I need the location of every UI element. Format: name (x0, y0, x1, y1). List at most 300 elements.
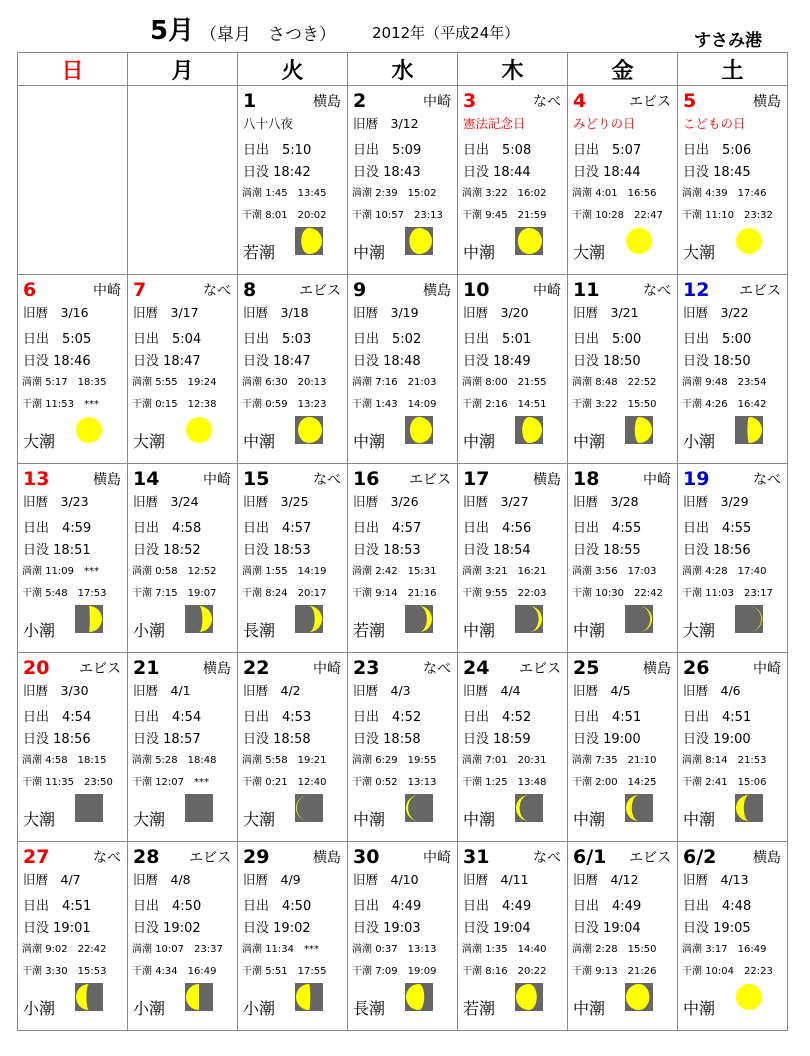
day-cell (458, 464, 568, 653)
sunset-time: 19:01 (53, 921, 91, 936)
low-tide-row (242, 206, 326, 221)
sunset-label: 日没 (573, 354, 600, 369)
day-number: 16 (353, 468, 380, 490)
day-number: 10 (463, 279, 490, 301)
low-tide-times: 5:48 17:53 (45, 588, 107, 599)
sunset-time: 19:02 (273, 921, 311, 936)
moon-phase-icon (624, 415, 654, 445)
sunrise-row (463, 706, 531, 725)
low-tide-label: 干潮 (352, 399, 372, 410)
day-cell (348, 842, 458, 1031)
sunset-row (573, 917, 641, 936)
moon-phase-icon (624, 982, 654, 1012)
low-tide-times: 7:15 19:07 (155, 588, 217, 599)
day-number: 5 (683, 90, 697, 112)
day-port: 中崎 (313, 661, 341, 677)
month-title: 5月 (150, 16, 195, 46)
sunset-label: 日没 (243, 165, 270, 180)
low-tide-times: 0:15 12:38 (155, 399, 217, 410)
sunrise-time: 4:49 (612, 899, 642, 914)
sunrise-time: 4:49 (392, 899, 422, 914)
low-tide-times: 7:09 19:09 (375, 966, 437, 977)
sunrise-time: 4:52 (392, 710, 422, 725)
day-cell (128, 842, 238, 1031)
empty-day-cell (128, 86, 238, 275)
low-tide-times: 8:24 20:17 (265, 588, 327, 599)
high-tide-times: 2:42 15:31 (375, 566, 437, 577)
day-port: なべ (533, 850, 561, 866)
day-port: 横島 (203, 661, 231, 677)
sunrise-time: 4:50 (172, 899, 202, 914)
sunset-row (463, 350, 531, 369)
sunrise-label: 日出 (683, 521, 710, 536)
high-tide-row (22, 562, 99, 577)
low-tide-row (682, 584, 773, 599)
low-tide-row (572, 773, 656, 788)
high-tide-times: 4:01 16:56 (595, 188, 657, 199)
low-tide-label: 干潮 (22, 777, 42, 788)
sunrise-time: 5:01 (502, 332, 532, 347)
sunrise-label: 日出 (353, 143, 380, 158)
sunset-row (463, 161, 531, 180)
sunrise-time: 5:09 (392, 143, 422, 158)
sunrise-label: 日出 (23, 332, 50, 347)
day-number: 24 (463, 657, 490, 679)
day-cell (238, 464, 348, 653)
high-tide-label: 満潮 (132, 377, 152, 388)
day-port: 中崎 (533, 283, 561, 299)
day-number: 3 (463, 90, 477, 112)
low-tide-times: 10:30 22:42 (595, 588, 663, 599)
day-port: なべ (93, 850, 121, 866)
day-port: エビス (79, 661, 121, 677)
low-tide-label: 干潮 (22, 399, 42, 410)
day-port: なべ (313, 472, 341, 488)
sunset-time: 19:03 (383, 921, 421, 936)
high-tide-times: 5:17 18:35 (45, 377, 107, 388)
low-tide-row (22, 584, 106, 599)
low-tide-label: 干潮 (352, 210, 372, 221)
sunset-row (23, 350, 91, 369)
sunset-row (573, 161, 641, 180)
low-tide-times: 9:55 22:03 (485, 588, 547, 599)
day-info: 旧暦 3/21 (573, 305, 639, 320)
high-tide-row (22, 373, 106, 388)
day-number: 31 (463, 846, 490, 868)
low-tide-row (132, 773, 209, 788)
day-number: 17 (463, 468, 490, 490)
high-tide-label: 満潮 (242, 944, 262, 955)
low-tide-label: 干潮 (682, 777, 702, 788)
sunset-time: 18:51 (53, 543, 91, 558)
sunset-time: 19:00 (603, 732, 641, 747)
moon-phase-icon (184, 415, 214, 445)
high-tide-label: 満潮 (242, 755, 262, 766)
tide-type: 長潮 (353, 999, 386, 1018)
sunrise-label: 日出 (133, 521, 160, 536)
sunset-row (683, 161, 751, 180)
sunset-row (133, 350, 201, 369)
high-tide-times: 7:01 20:31 (485, 755, 547, 766)
sunrise-row (243, 517, 311, 536)
high-tide-times: 0:58 12:52 (155, 566, 217, 577)
high-tide-label: 満潮 (682, 188, 702, 199)
sunrise-label: 日出 (243, 521, 270, 536)
moon-phase-icon (404, 226, 434, 256)
high-tide-row (352, 751, 436, 766)
low-tide-row (352, 206, 443, 221)
high-tide-times: 2:28 15:50 (595, 944, 657, 955)
tide-type: 大潮 (683, 621, 716, 640)
high-tide-row (242, 940, 319, 955)
day-port: 横島 (753, 94, 781, 110)
low-tide-times: 1:25 13:48 (485, 777, 547, 788)
high-tide-row (572, 373, 656, 388)
high-tide-label: 満潮 (242, 566, 262, 577)
tide-type: 大潮 (23, 432, 56, 451)
sunrise-time: 4:48 (722, 899, 752, 914)
moon-phase-icon (734, 226, 764, 256)
day-cell (348, 275, 458, 464)
day-number: 29 (243, 846, 270, 868)
tide-type: 中潮 (463, 810, 496, 829)
sunrise-label: 日出 (353, 332, 380, 347)
weekday-sun: 日 (18, 53, 128, 86)
high-tide-times: 7:35 21:10 (595, 755, 657, 766)
day-info: みどりの日 (573, 116, 636, 131)
sunrise-row (573, 139, 641, 158)
sunrise-label: 日出 (573, 710, 600, 725)
day-cell (238, 86, 348, 275)
day-number: 1 (243, 90, 257, 112)
high-tide-times: 4:39 17:46 (705, 188, 767, 199)
sunset-label: 日没 (243, 732, 270, 747)
low-tide-label: 干潮 (132, 588, 152, 599)
sunrise-time: 4:50 (282, 899, 312, 914)
tide-type: 大潮 (683, 243, 716, 262)
sunrise-time: 4:51 (62, 899, 92, 914)
sunrise-label: 日出 (573, 899, 600, 914)
sunrise-row (23, 517, 91, 536)
moon-phase-icon (404, 982, 434, 1012)
sunset-row (573, 728, 641, 747)
sunset-time: 18:47 (273, 354, 311, 369)
tide-type: 若潮 (353, 621, 386, 640)
sunrise-time: 5:10 (282, 143, 312, 158)
sunrise-label: 日出 (353, 710, 380, 725)
day-cell (678, 842, 788, 1031)
low-tide-label: 干潮 (242, 399, 262, 410)
high-tide-label: 満潮 (242, 188, 262, 199)
day-info: 旧暦 3/20 (463, 305, 529, 320)
day-info: 旧暦 4/2 (243, 683, 301, 698)
sunrise-row (133, 895, 201, 914)
low-tide-label: 干潮 (22, 966, 42, 977)
day-info: 旧暦 3/24 (133, 494, 199, 509)
sunset-time: 18:54 (493, 543, 531, 558)
low-tide-label: 干潮 (462, 966, 482, 977)
sunrise-time: 4:49 (502, 899, 532, 914)
high-tide-label: 満潮 (682, 755, 702, 766)
day-number: 13 (23, 468, 50, 490)
low-tide-label: 干潮 (242, 588, 262, 599)
tide-type: 小潮 (243, 999, 276, 1018)
day-port: エビス (189, 850, 231, 866)
sunset-label: 日没 (23, 732, 50, 747)
low-tide-row (242, 584, 326, 599)
day-port: 中崎 (93, 283, 121, 299)
sunrise-row (683, 706, 751, 725)
high-tide-row (572, 751, 656, 766)
sunset-label: 日没 (23, 921, 50, 936)
day-info: 旧暦 4/3 (353, 683, 411, 698)
high-tide-times: 11:09 *** (45, 566, 100, 577)
moon-phase-icon (514, 226, 544, 256)
day-port: 横島 (313, 850, 341, 866)
sunset-label: 日没 (573, 165, 600, 180)
day-number: 21 (133, 657, 160, 679)
day-info: 旧暦 3/28 (573, 494, 639, 509)
sunrise-label: 日出 (573, 332, 600, 347)
high-tide-label: 満潮 (462, 944, 482, 955)
high-tide-row (242, 562, 326, 577)
day-cell (348, 653, 458, 842)
day-cell (128, 464, 238, 653)
day-port: 横島 (423, 283, 451, 299)
tide-type: 小潮 (23, 621, 56, 640)
sunset-time: 18:50 (603, 354, 641, 369)
low-tide-label: 干潮 (682, 966, 702, 977)
sunrise-row (243, 328, 311, 347)
sunset-time: 18:59 (493, 732, 531, 747)
day-info: 旧暦 4/13 (683, 872, 749, 887)
day-info: 旧暦 3/25 (243, 494, 309, 509)
high-tide-times: 3:17 16:49 (705, 944, 767, 955)
day-cell (18, 464, 128, 653)
day-number: 6 (23, 279, 37, 301)
high-tide-times: 7:16 21:03 (375, 377, 437, 388)
sunset-row (133, 728, 201, 747)
low-tide-row (572, 395, 656, 410)
low-tide-times: 5:51 17:55 (265, 966, 327, 977)
low-tide-row (572, 206, 663, 221)
high-tide-row (462, 184, 546, 199)
high-tide-label: 満潮 (462, 566, 482, 577)
high-tide-row (462, 562, 546, 577)
low-tide-row (242, 395, 326, 410)
high-tide-label: 満潮 (462, 377, 482, 388)
day-info: 旧暦 4/12 (573, 872, 639, 887)
day-info: 旧暦 3/17 (133, 305, 199, 320)
week-row (18, 275, 788, 464)
day-cell (458, 86, 568, 275)
low-tide-row (572, 584, 663, 599)
sunrise-time: 4:52 (502, 710, 532, 725)
sunset-time: 18:53 (273, 543, 311, 558)
day-info: 旧暦 4/9 (243, 872, 301, 887)
sunset-label: 日没 (683, 543, 710, 558)
high-tide-row (682, 373, 766, 388)
sunset-row (683, 350, 751, 369)
high-tide-times: 0:37 13:13 (375, 944, 437, 955)
day-cell (568, 86, 678, 275)
low-tide-times: 8:01 20:02 (265, 210, 327, 221)
low-tide-row (682, 206, 773, 221)
day-number: 18 (573, 468, 600, 490)
moon-phase-icon (74, 982, 104, 1012)
tide-type: 中潮 (463, 243, 496, 262)
tide-type: 大潮 (243, 810, 276, 829)
sunset-time: 19:02 (163, 921, 201, 936)
day-info: 旧暦 3/23 (23, 494, 89, 509)
day-port: 横島 (643, 661, 671, 677)
low-tide-label: 干潮 (352, 588, 372, 599)
sunset-row (243, 161, 311, 180)
high-tide-row (572, 184, 656, 199)
high-tide-row (682, 751, 766, 766)
day-port: エビス (629, 94, 671, 110)
high-tide-label: 満潮 (462, 755, 482, 766)
low-tide-label: 干潮 (572, 588, 592, 599)
high-tide-times: 5:55 19:24 (155, 377, 217, 388)
tide-type: 中潮 (573, 621, 606, 640)
day-port: エビス (519, 661, 561, 677)
sunset-time: 18:50 (713, 354, 751, 369)
day-number: 14 (133, 468, 160, 490)
sunrise-time: 4:58 (172, 521, 202, 536)
high-tide-label: 満潮 (682, 377, 702, 388)
tide-type: 中潮 (353, 243, 386, 262)
sunset-label: 日没 (133, 732, 160, 747)
tide-type: 中潮 (573, 810, 606, 829)
sunset-label: 日没 (133, 921, 160, 936)
moon-phase-icon (734, 604, 764, 634)
high-tide-label: 満潮 (682, 566, 702, 577)
sunrise-label: 日出 (353, 899, 380, 914)
sunset-label: 日没 (573, 732, 600, 747)
low-tide-row (462, 962, 546, 977)
day-number: 22 (243, 657, 270, 679)
sunrise-time: 5:00 (612, 332, 642, 347)
sunset-label: 日没 (463, 921, 490, 936)
day-info: 旧暦 3/27 (463, 494, 529, 509)
low-tide-row (462, 206, 546, 221)
tide-type: 長潮 (243, 621, 276, 640)
sunset-row (243, 917, 311, 936)
day-port: なべ (753, 472, 781, 488)
week-row (18, 653, 788, 842)
week-row (18, 842, 788, 1031)
low-tide-label: 干潮 (242, 777, 262, 788)
tide-type: 中潮 (683, 810, 716, 829)
month-kana: （皐月 さつき） (200, 25, 336, 45)
sunrise-row (463, 139, 531, 158)
high-tide-label: 満潮 (572, 377, 592, 388)
moon-phase-icon (74, 793, 104, 823)
day-number: 26 (683, 657, 710, 679)
moon-phase-icon (184, 793, 214, 823)
low-tide-label: 干潮 (572, 399, 592, 410)
low-tide-times: 9:14 21:16 (375, 588, 437, 599)
low-tide-row (682, 395, 766, 410)
moon-phase-icon (514, 415, 544, 445)
high-tide-row (352, 940, 436, 955)
sunrise-time: 4:53 (282, 710, 312, 725)
low-tide-label: 干潮 (462, 210, 482, 221)
low-tide-times: 4:34 16:49 (155, 966, 217, 977)
sunset-row (353, 161, 421, 180)
day-number: 20 (23, 657, 50, 679)
sunrise-row (23, 706, 91, 725)
high-tide-times: 3:21 16:21 (485, 566, 547, 577)
day-cell (238, 275, 348, 464)
day-cell (678, 86, 788, 275)
sunset-time: 18:53 (383, 543, 421, 558)
day-number: 2 (353, 90, 367, 112)
sunrise-time: 5:04 (172, 332, 202, 347)
day-number: 12 (683, 279, 710, 301)
day-info: 旧暦 4/8 (133, 872, 191, 887)
high-tide-times: 10:07 23:37 (155, 944, 223, 955)
sunset-time: 19:04 (603, 921, 641, 936)
low-tide-row (132, 962, 216, 977)
sunset-row (133, 539, 201, 558)
sunset-time: 18:47 (163, 354, 201, 369)
moon-phase-icon (74, 604, 104, 634)
day-port: エビス (739, 283, 781, 299)
sunset-label: 日没 (353, 543, 380, 558)
sunrise-time: 4:55 (612, 521, 642, 536)
tide-type: 小潮 (23, 999, 56, 1018)
day-cell (238, 653, 348, 842)
tide-type: 中潮 (353, 810, 386, 829)
high-tide-times: 9:48 23:54 (705, 377, 767, 388)
low-tide-times: 1:43 14:09 (375, 399, 437, 410)
day-info: 旧暦 4/7 (23, 872, 81, 887)
day-number: 23 (353, 657, 380, 679)
low-tide-times: 0:21 12:40 (265, 777, 327, 788)
day-port: 横島 (753, 850, 781, 866)
sunrise-time: 5:07 (612, 143, 642, 158)
sunrise-time: 4:51 (722, 710, 752, 725)
day-cell (238, 842, 348, 1031)
sunrise-label: 日出 (23, 521, 50, 536)
day-cell (18, 653, 128, 842)
sunrise-row (353, 139, 421, 158)
sunset-time: 19:00 (713, 732, 751, 747)
day-cell (678, 653, 788, 842)
high-tide-row (462, 373, 546, 388)
low-tide-label: 干潮 (22, 588, 42, 599)
sunset-label: 日没 (243, 921, 270, 936)
sunrise-time: 4:54 (172, 710, 202, 725)
weekday-fri: 金 (568, 53, 678, 86)
low-tide-row (352, 584, 436, 599)
sunrise-row (683, 328, 751, 347)
sunset-label: 日没 (23, 354, 50, 369)
sunrise-time: 5:02 (392, 332, 422, 347)
sunrise-row (573, 328, 641, 347)
day-number: 9 (353, 279, 367, 301)
high-tide-label: 満潮 (682, 944, 702, 955)
sunset-row (463, 728, 531, 747)
day-number: 11 (573, 279, 600, 301)
high-tide-label: 満潮 (242, 377, 262, 388)
high-tide-times: 6:29 19:55 (375, 755, 437, 766)
day-info: 旧暦 3/18 (243, 305, 309, 320)
sunset-row (463, 917, 531, 936)
moon-phase-icon (404, 793, 434, 823)
